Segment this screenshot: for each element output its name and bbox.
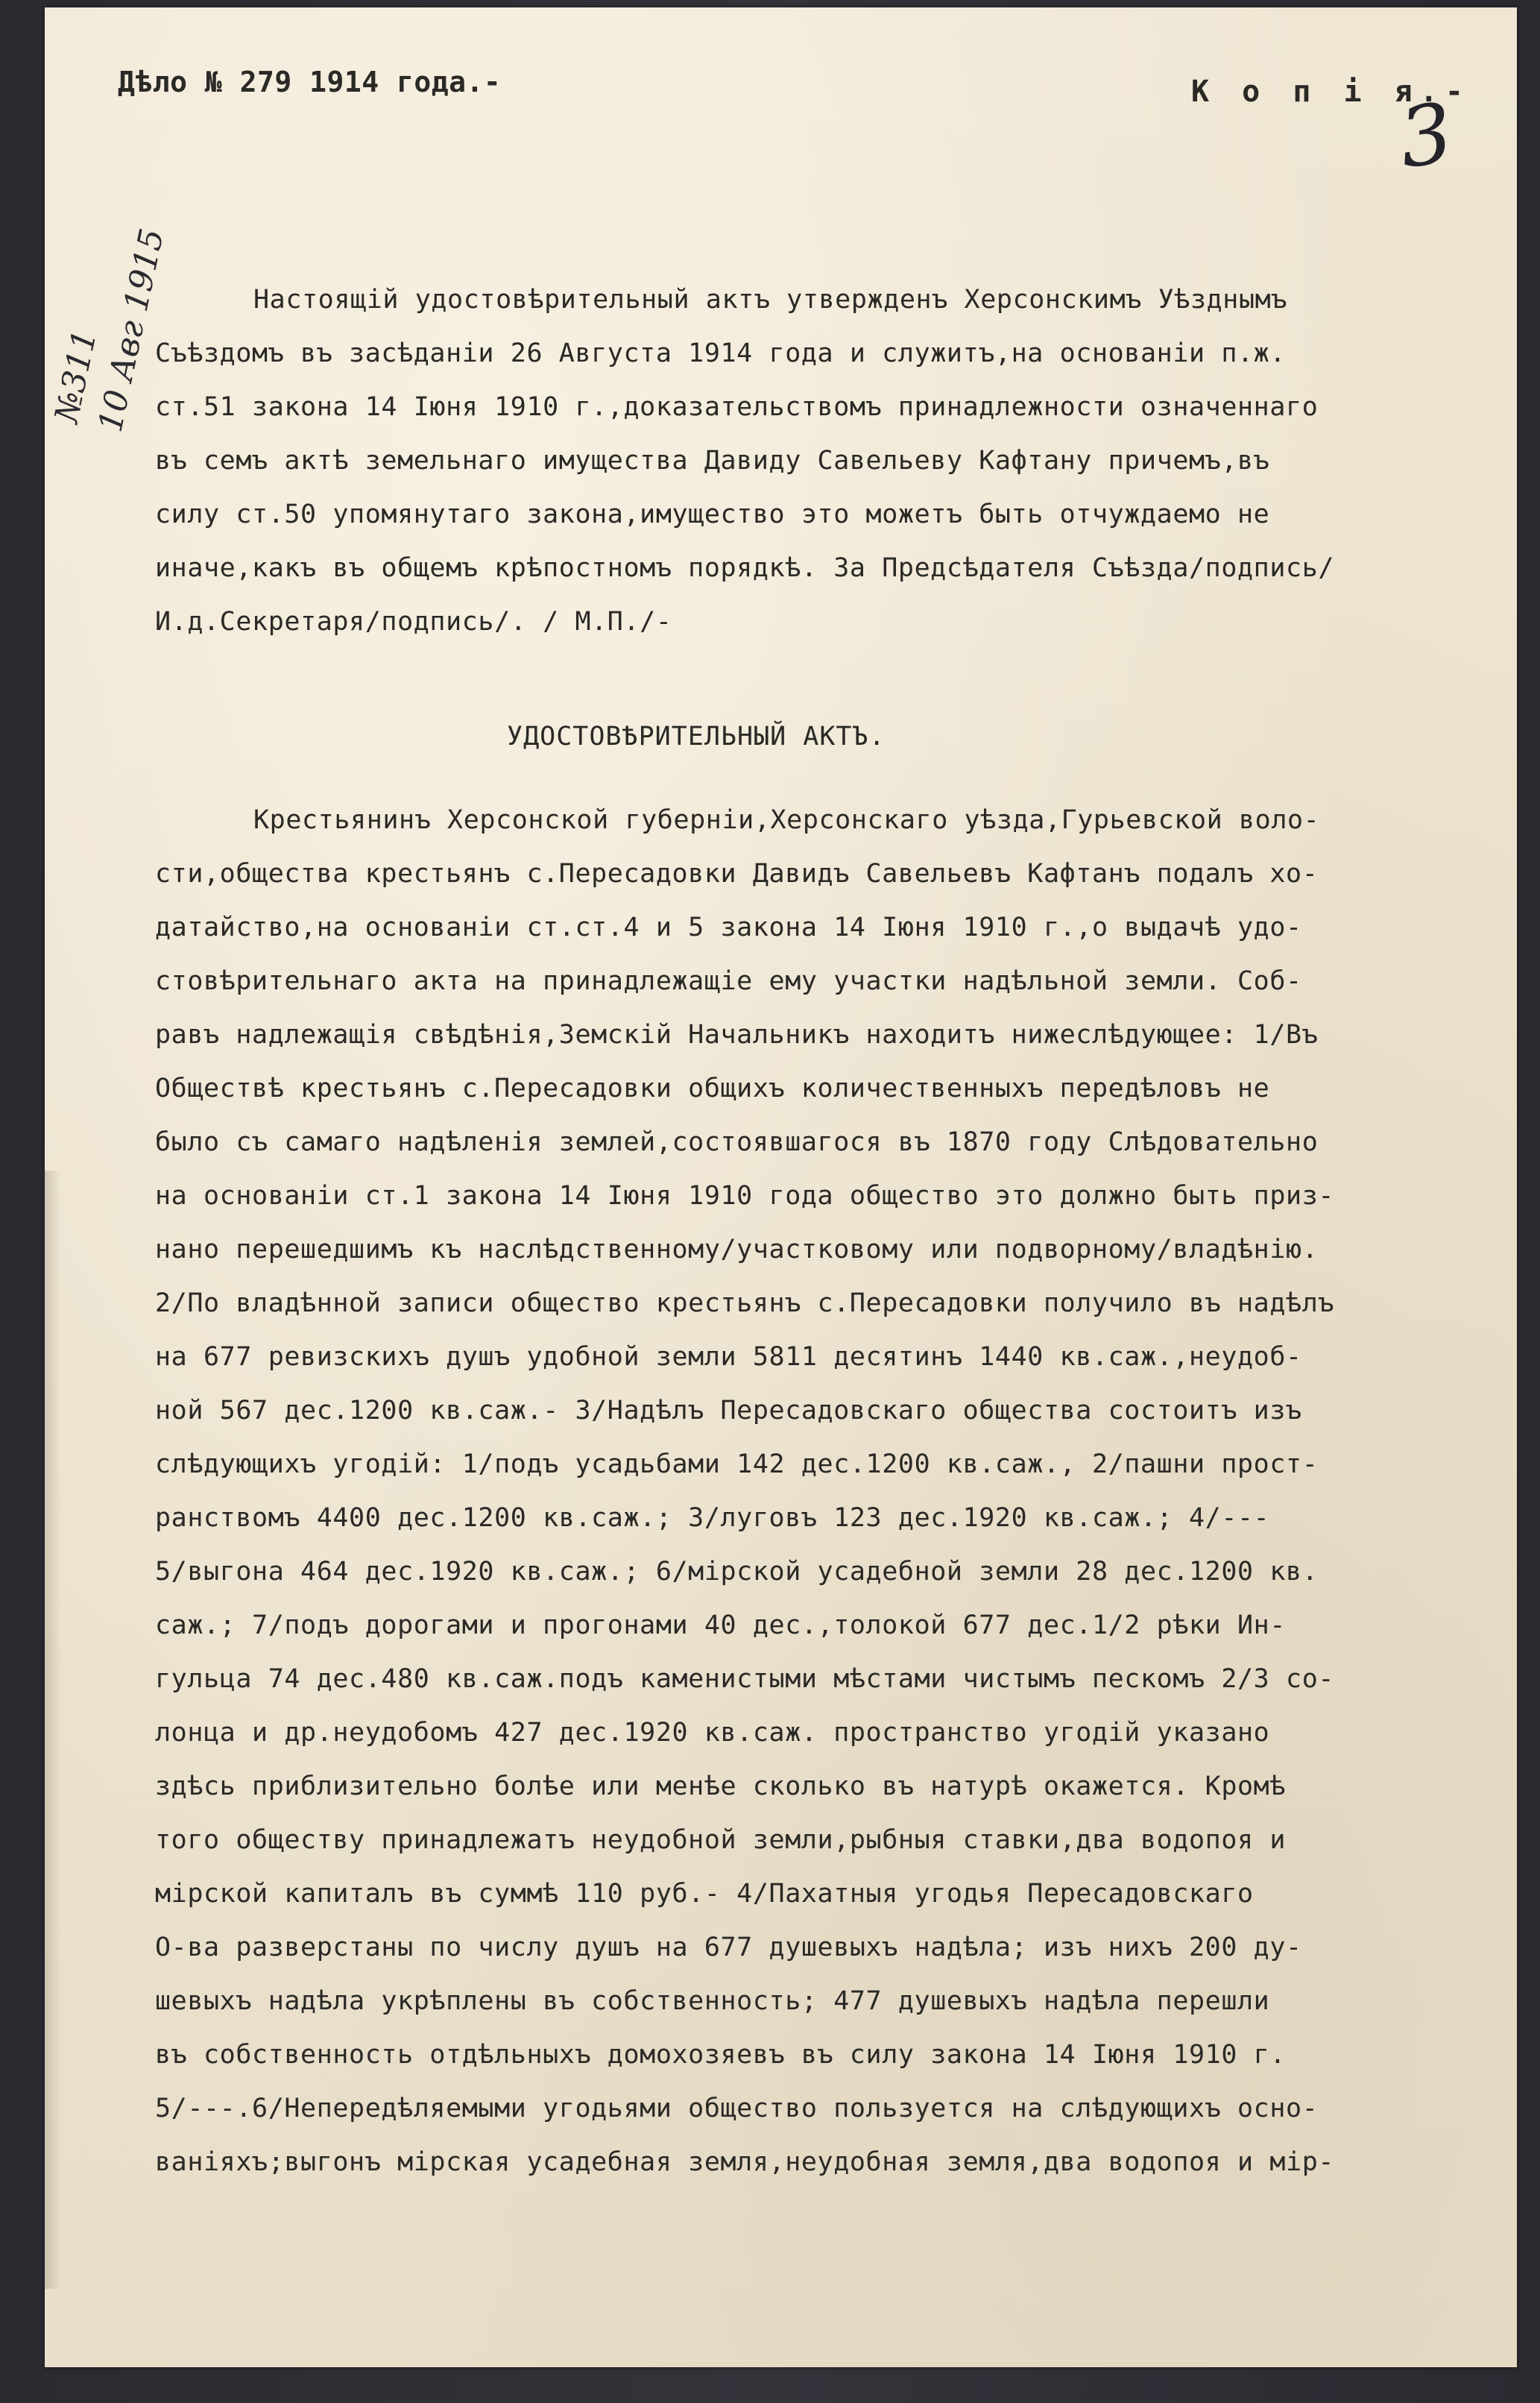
body-line: здѣсь приблизительно болѣе или менѣе сколько въ натурѣ окажется. Кромѣ (155, 1771, 1287, 1801)
body-line: 5/выгона 464 дес.1920 кв.саж.; 6/мірской усадебной земли 28 дес.1200 кв. (155, 1557, 1319, 1587)
body-line: 2/По владѣнной записи общество крестьянъ с.Пересадовки получило въ надѣлъ (155, 1288, 1335, 1318)
body-line: равъ надлежащія свѣдѣнія,Земскій Начальникъ находитъ нижеслѣдующее: 1/Въ (155, 1020, 1319, 1050)
body-line: ной 567 дес.1200 кв.саж.- 3/Надѣлъ Пересадовскаго общества состоитъ изъ (155, 1396, 1302, 1426)
body-line: гульца 74 дес.480 кв.саж.подъ каменистыми мѣстами чистымъ пескомъ 2/3 со- (155, 1664, 1335, 1694)
body-line: датайство,на основаніи ст.ст.4 и 5 закона 14 Іюня 1910 г.,о выдачѣ удо- (155, 913, 1302, 942)
intro-line: силу ст.50 упомянутаго закона,имущество это можетъ быть отчуждаемо не (155, 500, 1270, 529)
body-line: О-ва разверстаны по числу душъ на 677 душевыхъ надѣла; изъ нихъ 200 ду- (155, 1933, 1302, 1962)
body-line: стовѣрительнаго акта на принадлежащіе ему участки надѣльной земли. Соб- (155, 966, 1302, 996)
body-line: нано перешедшимъ къ наслѣдственному/участковому или подворному/владѣнію. (155, 1235, 1319, 1265)
body-line: на 677 ревизскихъ душъ удобной земли 5811 десятинъ 1440 кв.саж.,неудоб- (155, 1342, 1302, 1372)
body-line: шевыхъ надѣла укрѣплены въ собственность; 477 душевыхъ надѣла перешли (155, 1986, 1270, 2016)
intro-line: ст.51 закона 14 Іюня 1910 г.,доказательствомъ принадлежности означеннаго (155, 392, 1319, 422)
body-line: слѣдующихъ угодій: 1/подъ усадьбами 142 дес.1200 кв.саж., 2/пашни прост- (155, 1449, 1319, 1479)
body-line: въ собственность отдѣльныхъ домохозяевъ въ силу закона 14 Іюня 1910 г. (155, 2040, 1287, 2070)
body-line: мірской капиталъ въ суммѣ 110 руб.- 4/Пахатныя угодья Пересадовскаго (155, 1879, 1254, 1909)
body-line: 5/---.6/Непередѣляемыми угодьями общество пользуется на слѣдующихъ осно- (155, 2094, 1319, 2123)
body-line: ваніяхъ;выгонъ мірская усадебная земля,неудобная земля,два водопоя и мір- (155, 2147, 1335, 2177)
body-line: саж.; 7/подъ дорогами и прогонами 40 дес.,толокой 677 дес.1/2 рѣки Ин- (155, 1610, 1287, 1640)
handwritten-page-number: 3 (1393, 84, 1459, 187)
body-line: было съ самаго надѣленія землей,состоявшагося въ 1870 году Слѣдовательно (155, 1127, 1319, 1157)
body-line: на основаніи ст.1 закона 14 Іюня 1910 года общество это должно быть приз- (155, 1181, 1335, 1211)
case-number: Дѣло № 279 1914 года.- (118, 66, 502, 98)
margin-note-line-1: №311 (47, 326, 104, 426)
body-line: Крестьянинъ Херсонской губерніи,Херсонскаго уѣзда,Гурьевской воло- (253, 805, 1320, 835)
section-title: УДОСТОВѢРИТЕЛЬНЫЙ АКТЪ. (507, 722, 886, 752)
intro-line: Съѣздомъ въ засѣданіи 26 Августа 1914 года и служитъ,на основаніи п.ж. (155, 338, 1287, 368)
body-line: ранствомъ 4400 дес.1200 кв.саж.; 3/луговъ 123 дес.1920 кв.саж.; 4/--- (155, 1503, 1270, 1533)
body-line: лонца и др.неудобомъ 427 дес.1920 кв.саж. пространство угодій указано (155, 1718, 1270, 1748)
body-line: Обществѣ крестьянъ с.Пересадовки общихъ количественныхъ передѣловъ не (155, 1074, 1270, 1103)
intro-line: И.д.Секретаря/подпись/. / М.П./- (155, 607, 672, 637)
margin-note-line-2: 10 Авг 1915 (91, 225, 172, 435)
copy-label: К о п і я.- (1191, 75, 1471, 109)
intro-line: иначе,какъ въ общемъ крѣпостномъ порядкѣ. За Предсѣдателя Съѣзда/подпись/ (155, 553, 1335, 583)
intro-line: Настоящій удостовѣрительный актъ утвержденъ Херсонскимъ Уѣзднымъ (253, 285, 1287, 315)
intro-line: въ семъ актѣ земельнаго имущества Давиду Савельеву Кафтану причемъ,въ (155, 446, 1270, 476)
body-line: сти,общества крестьянъ с.Пересадовки Давидъ Савельевъ Кафтанъ подалъ хо- (155, 859, 1319, 889)
body-line: того обществу принадлежатъ неудобной земли,рыбныя ставки,два водопоя и (155, 1825, 1287, 1855)
